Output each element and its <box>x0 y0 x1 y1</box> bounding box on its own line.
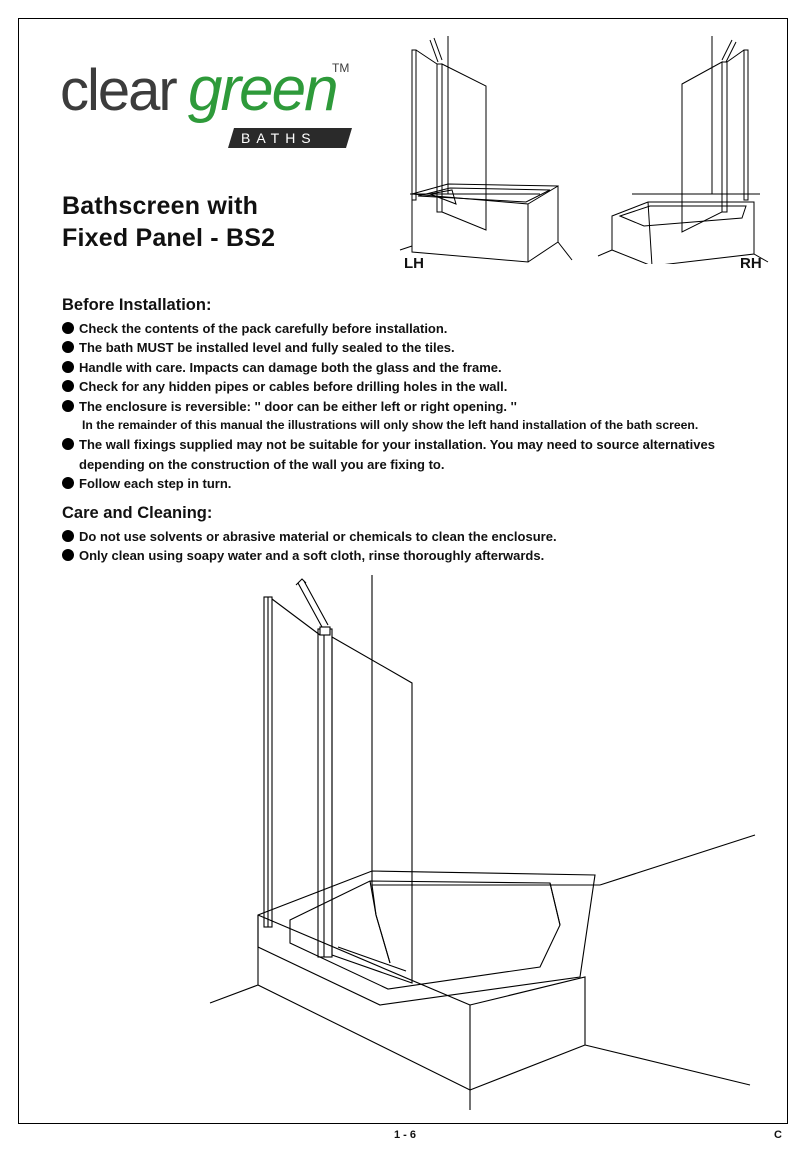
care-cleaning-heading: Care and Cleaning: <box>62 504 213 522</box>
page-title <box>62 190 275 254</box>
list-item: Handle with care. Impacts can damage both the glass and the frame. <box>62 358 782 377</box>
logo-clear: clear <box>60 58 176 123</box>
list-item: Do not use solvents or abrasive material or chemicals to clean the enclosure. <box>62 527 782 546</box>
care-cleaning-list <box>62 527 782 566</box>
list-item: Follow each step in turn. <box>62 474 782 493</box>
list-item: The enclosure is reversible: '' door can be either left or right opening. '' In the remainder of this manual the illustrations will only show the left hand installation of the bath screen. <box>62 397 782 436</box>
list-item: The wall fixings supplied may not be suitable for your installation. You may need to source alternatives depending on the construction of the wall you are fixing to. <box>62 435 782 474</box>
bullet-icon <box>62 361 74 373</box>
main-bathscreen-illustration <box>200 575 760 1110</box>
wall-fixings-continuation: depending on the construction of the wall you are fixing to. <box>79 456 445 472</box>
rh-label: RH <box>740 255 762 272</box>
reversible-note: In the remainder of this manual the illustrations will only show the left hand installation of the bath screen. <box>82 418 699 433</box>
list-item: The bath MUST be installed level and fully sealed to the tiles. <box>62 338 782 357</box>
cleargreen-logo <box>60 48 360 168</box>
list-item: Check for any hidden pipes or cables before drilling holes in the wall. <box>62 377 782 396</box>
revision-code: C <box>774 1129 782 1141</box>
logo-tm: TM <box>332 61 350 75</box>
before-installation-list <box>62 319 782 494</box>
bullet-icon <box>62 530 74 542</box>
rh-bathscreen-illustration <box>592 34 772 264</box>
before-installation-section <box>62 296 782 494</box>
before-installation-heading: Before Installation: <box>62 296 212 314</box>
bullet-icon <box>62 549 74 561</box>
title-line-2: Fixed Panel - BS2 <box>62 224 276 252</box>
list-item: Check the contents of the pack carefully before installation. <box>62 319 782 338</box>
lh-label: LH <box>404 255 424 272</box>
bullet-icon <box>62 438 74 450</box>
lh-bathscreen-illustration <box>390 34 575 264</box>
bullet-icon <box>62 477 74 489</box>
title-line-1: Bathscreen with <box>62 192 259 220</box>
bullet-icon <box>62 400 74 412</box>
logo-baths: BATHS <box>241 130 317 146</box>
page-number: 1 - 6 <box>394 1129 417 1141</box>
bullet-icon <box>62 322 74 334</box>
list-item: Only clean using soapy water and a soft cloth, rinse thoroughly afterwards. <box>62 546 782 565</box>
logo-green: green <box>188 55 337 124</box>
bullet-icon <box>62 380 74 392</box>
bullet-icon <box>62 341 74 353</box>
care-cleaning-section <box>62 504 782 566</box>
